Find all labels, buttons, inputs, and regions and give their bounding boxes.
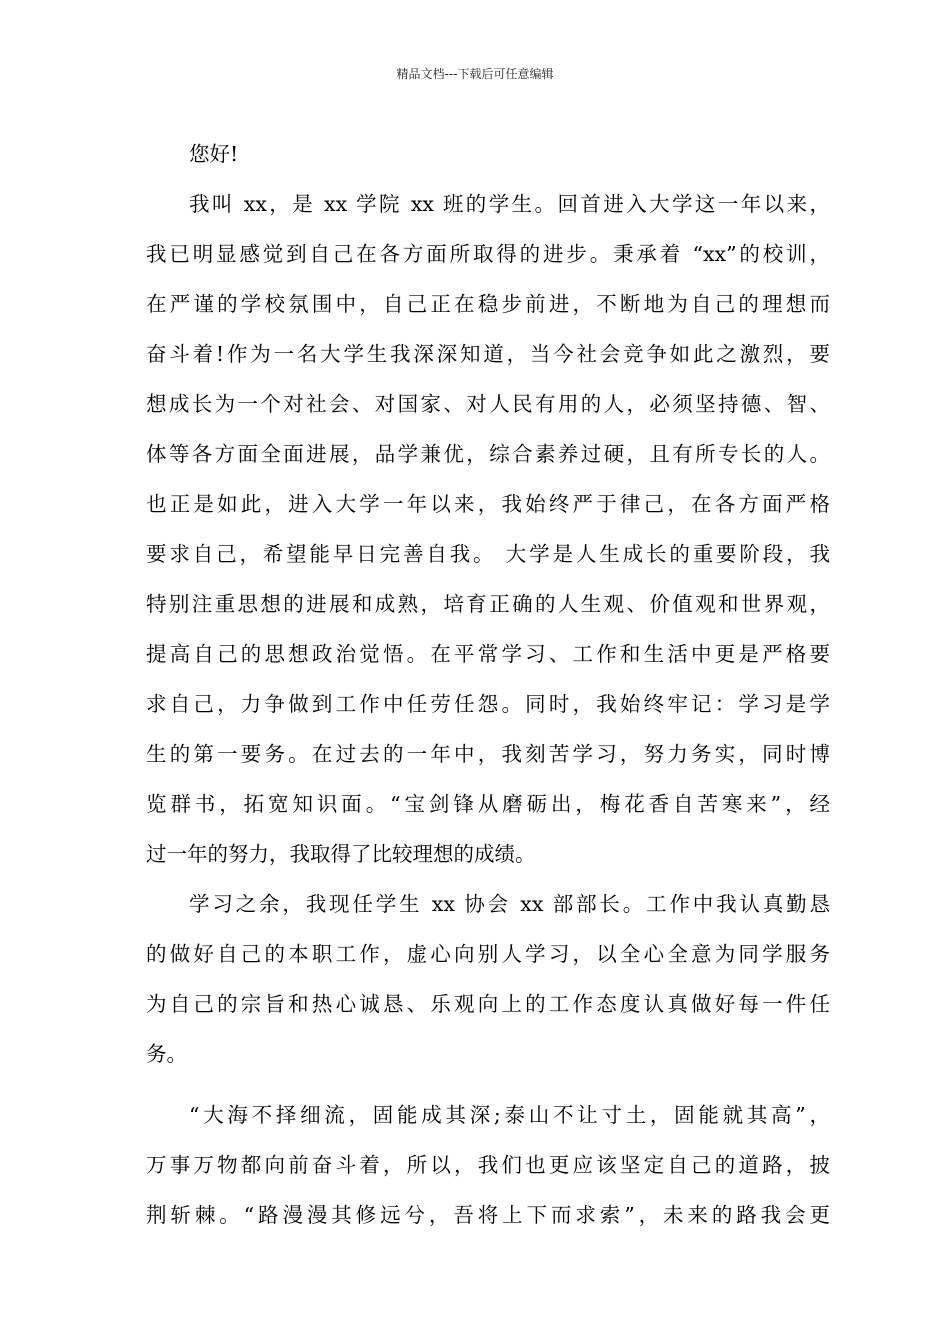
text-line: 览群书，拓宽知识面。“宝剑锋从磨砺出，梅花香自苦寒来”，经 <box>146 792 830 816</box>
text-line: 为自己的宗旨和热心诚恳、乐观向上的工作态度认真做好每一件任 <box>146 992 830 1016</box>
paragraph-spacer <box>146 1079 830 1090</box>
greeting-line: 您好! <box>189 142 239 166</box>
text-line: 提高自己的思想政治觉悟。在平常学习、工作和生活中更是严格要 <box>146 642 830 666</box>
text-line: 务。 <box>146 1042 187 1066</box>
text-line: 奋斗着!作为一名大学生我深深知道，当今社会竞争如此之激烈，要 <box>146 342 830 366</box>
text-line: 要求自己，希望能早日完善自我。 大学是人生成长的重要阶段，我 <box>146 542 830 566</box>
text-line: 求自己，力争做到工作中任劳任怨。同时，我始终牢记：学习是学 <box>146 692 830 716</box>
paragraph-1 <box>146 179 830 879</box>
paragraph-2 <box>146 879 830 1079</box>
text-line: 荆斩棘。“路漫漫其修远兮，吾将上下而求索”，未来的路我会更 <box>146 1203 830 1227</box>
text-line: 学习之余，我现任学生 xx 协会 xx 部部长。工作中我认真勤恳 <box>189 892 830 916</box>
text-line: 过一年的努力，我取得了比较理想的成绩。 <box>146 842 536 866</box>
text-line: 也正是如此，进入大学一年以来，我始终严于律己，在各方面严格 <box>146 492 830 516</box>
text-line: 特别注重思想的进展和成熟，培育正确的人生观、价值观和世界观， <box>146 592 830 616</box>
page-header: 精品文档---下载后可任意编辑 <box>396 67 554 81</box>
text-line: 的做好自己的本职工作，虚心向别人学习，以全心全意为同学服务 <box>146 942 830 966</box>
text-line: “大海不择细流，固能成其深;泰山不让寸土，固能就其高”， <box>189 1103 830 1127</box>
text-line: 想成长为一个对社会、对国家、对人民有用的人，必须坚持德、智、 <box>146 392 830 416</box>
paragraph-3 <box>146 1090 830 1240</box>
text-line: 我叫 xx，是 xx 学院 xx 班的学生。回首进入大学这一年以来， <box>189 192 830 216</box>
text-line: 在严谨的学校氛围中，自己正在稳步前进，不断地为自己的理想而 <box>146 292 830 316</box>
text-line: 生的第一要务。在过去的一年中，我刻苦学习，努力务实，同时博 <box>146 742 830 766</box>
text-line: 万事万物都向前奋斗着，所以，我们也更应该坚定自己的道路，披 <box>146 1153 830 1177</box>
text-line: 体等各方面全面进展，品学兼优，综合素养过硬，且有所专长的人。 <box>146 442 830 466</box>
document-body <box>146 129 830 1240</box>
text-line: 我已明显感觉到自己在各方面所取得的进步。秉承着 “xx”的校训， <box>146 242 830 266</box>
